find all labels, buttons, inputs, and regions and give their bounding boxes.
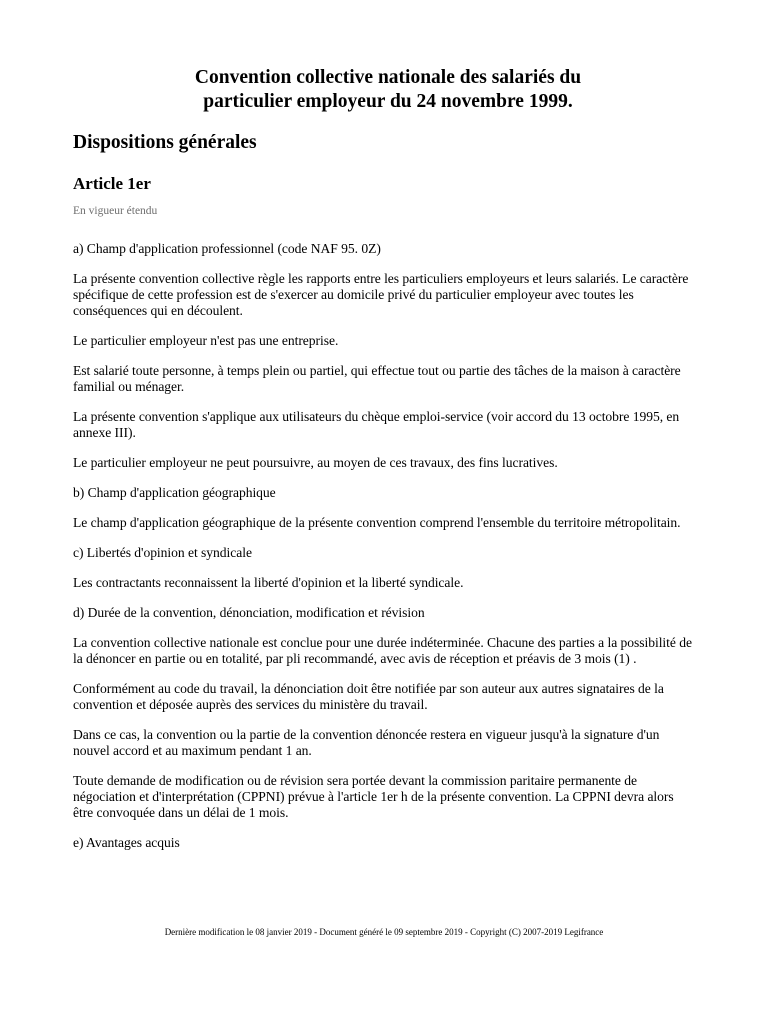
paragraph: b) Champ d'application géographique <box>73 485 276 500</box>
paragraph: a) Champ d'application professionnel (code NAF 95. 0Z) <box>73 241 381 256</box>
paragraph: Les contractants reconnaissent la liberté d'opinion et la liberté syndicale. <box>73 575 464 590</box>
paragraph: La convention collective nationale est conclue pour une durée indéterminée. Chacune des parties a la possibilité de la dénoncer en partie ou en totalité, par pli recommandé, avec avis de réception et préavis de 3 mois (1) . <box>73 635 692 666</box>
paragraph: Dans ce cas, la convention ou la partie de la convention dénoncée restera en vigueur jusqu'à la signature d'un nouvel accord et au maximum pendant 1 an. <box>73 727 660 758</box>
document-title <box>73 66 697 114</box>
paragraph: Le champ d'application géographique de la présente convention comprend l'ensemble du territoire métropolitain. <box>73 515 681 530</box>
paragraph: Le particulier employeur n'est pas une entreprise. <box>73 333 339 348</box>
paragraph: c) Libertés d'opinion et syndicale <box>73 545 252 560</box>
paragraph: Est salarié toute personne, à temps plein ou partiel, qui effectue tout ou partie des tâches de la maison à caractère familial ou ménager. <box>73 363 681 394</box>
document-page <box>73 66 697 865</box>
paragraph: Toute demande de modification ou de révision sera portée devant la commission paritaire permanente de négociation et d'interprétation (CPPNI) prévue à l'article 1er h de la présente convention. La CPPNI devra alors être convoquée dans un délai de 1 mois. <box>73 773 674 820</box>
paragraph: Le particulier employeur ne peut poursuivre, au moyen de ces travaux, des fins lucratives. <box>73 455 558 470</box>
paragraph: Conformément au code du travail, la dénonciation doit être notifiée par son auteur aux autres signataires de la convention et déposée auprès des services du ministère du travail. <box>73 681 664 712</box>
section-title: Dispositions générales <box>73 132 257 153</box>
article-body <box>73 241 697 851</box>
paragraph: d) Durée de la convention, dénonciation, modification et révision <box>73 605 425 620</box>
page-footer: Dernière modification le 08 janvier 2019 - Document généré le 09 septembre 2019 - Copyright (C) 2007-2019 Legifrance <box>164 927 604 937</box>
status-label: En vigueur étendu <box>73 205 158 217</box>
document-title-line-2: particulier employeur du 24 novembre 1999. <box>203 91 573 112</box>
paragraph: La présente convention s'applique aux utilisateurs du chèque emploi-service (voir accord du 13 octobre 1995, en annexe III). <box>73 409 680 440</box>
document-title-line-1: Convention collective nationale des salariés du <box>194 67 582 88</box>
paragraph: La présente convention collective règle les rapports entre les particuliers employeurs et leurs salariés. Le caractère spécifique de cette profession est de s'exercer au domicile privé du particulier employeur avec toutes les conséquences qui en découlent. <box>73 271 689 318</box>
paragraph: e) Avantages acquis <box>73 835 180 850</box>
article-title: Article 1er <box>73 174 151 193</box>
